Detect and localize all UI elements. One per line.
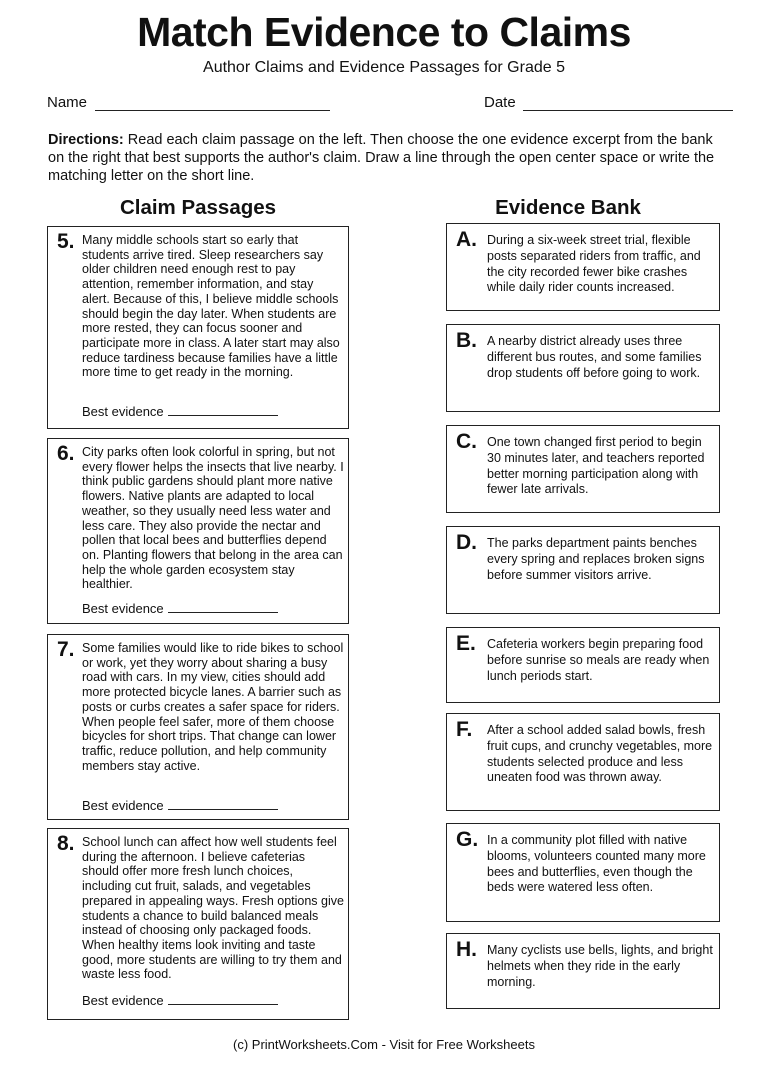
answer-line[interactable] (168, 993, 278, 1005)
evidence-letter: B. (456, 329, 477, 352)
evidence-box-d (446, 526, 720, 614)
claim-text: City parks often look colorful in spring, but not every flower helps the insects that live nearby. I think public gardens should plant more native flowers. Native plants are adapted to local weather, so they usually need less water and less care. They also provide the nectar and pollen that local bees and butterflies depend on. Planting flowers that belong in the area can help the whole garden ecosystem stay healthier. (82, 445, 344, 592)
claim-text: Many middle schools start so early that students arrive tired. Sleep researchers say older children need enough rest to pay attention, remember information, and stay alert. Because of this, I believe middle schools should begin the day later. When students are more rested, they can focus sooner and participate more in class. A later start may also reduce tardiness because families have a little more time to get ready in the morning. (82, 233, 340, 380)
claim-box-8 (47, 828, 349, 1020)
best-evidence-answer[interactable] (82, 601, 278, 617)
claim-box-6 (47, 438, 349, 624)
answer-line[interactable] (168, 601, 278, 613)
footer-credit: (c) PrintWorksheets.Com - Visit for Free Worksheets (233, 1037, 535, 1052)
name-line[interactable] (95, 110, 330, 111)
evidence-text: In a community plot filled with native blooms, volunteers counted many more bees and butterflies, even though the beds were watered less often. (487, 833, 706, 895)
evidence-box-b (446, 324, 720, 412)
answer-line[interactable] (168, 798, 278, 810)
evidence-text: The parks department paints benches every spring and replaces broken signs before summer visitors arrive. (487, 536, 705, 582)
worksheet-subtitle: Author Claims and Evidence Passages for Grade 5 (203, 59, 565, 76)
claim-text: Some families would like to ride bikes to school or work, yet they worry about sharing a busy road with cars. In my view, cities should add more protected bicycle lanes. A barrier such as posts or curbs creates a safer space for riders. When people feel safer, more of them choose bicycles for short trips. That change can lower traffic, reduce pollution, and help community members stay active. (82, 641, 344, 773)
evidence-box-e (446, 627, 720, 703)
claim-text: School lunch can affect how well students feel during the afternoon. I believe cafeterias should offer more fresh lunch choices, including cut fruit, salads, and vegetables prepared in appealing ways. Fresh options give students a chance to build balanced meals instead of choosing only packaged foods. When healthy items look inviting and taste good, more students are willing to try them and waste less food. (82, 835, 344, 982)
directions-lead: Directions: (48, 132, 124, 148)
evidence-letter: H. (456, 938, 477, 961)
best-evidence-answer[interactable] (82, 993, 278, 1009)
evidence-box-c (446, 425, 720, 513)
evidence-letter: G. (456, 828, 479, 851)
date-line[interactable] (523, 110, 733, 111)
name-label: Name (47, 94, 88, 111)
claim-number: 8. (57, 832, 75, 855)
claim-number: 6. (57, 442, 75, 465)
claim-box-5 (47, 226, 349, 429)
evidence-letter: D. (456, 531, 477, 554)
evidence-box-g (446, 823, 720, 922)
evidence-text: A nearby district already uses three different bus routes, and some families drop students off before going to work. (487, 334, 702, 380)
best-evidence-label: Best evidence (82, 798, 164, 813)
claim-number: 5. (57, 230, 75, 253)
evidence-letter: E. (456, 632, 476, 655)
best-evidence-label: Best evidence (82, 404, 164, 419)
evidence-box-a (446, 223, 720, 311)
answer-line[interactable] (168, 404, 278, 416)
evidence-box-h (446, 933, 720, 1009)
directions (48, 131, 728, 185)
evidence-text: One town changed first period to begin 30 minutes later, and teachers reported better morning participation along with fewer late arrivals. (487, 435, 705, 497)
evidence-letter: A. (456, 228, 477, 251)
worksheet-title: Match Evidence to Claims (137, 9, 631, 55)
evidence-letter: F. (456, 718, 473, 741)
evidence-bank-heading: Evidence Bank (495, 196, 641, 219)
evidence-text: After a school added salad bowls, fresh fruit cups, and crunchy vegetables, more students selected produce and less uneaten food was thrown away. (487, 723, 713, 785)
claim-number: 7. (57, 638, 75, 661)
evidence-box-f (446, 713, 720, 811)
date-label: Date (484, 94, 516, 111)
best-evidence-label: Best evidence (82, 993, 164, 1008)
claim-box-7 (47, 634, 349, 820)
evidence-text: Many cyclists use bells, lights, and bright helmets when they ride in the early morning. (487, 943, 713, 989)
best-evidence-label: Best evidence (82, 601, 164, 616)
best-evidence-answer[interactable] (82, 404, 278, 420)
evidence-text: Cafeteria workers begin preparing food before sunrise so meals are ready when lunch periods start. (487, 637, 710, 683)
claim-passages-heading: Claim Passages (119, 196, 277, 219)
best-evidence-answer[interactable] (82, 798, 278, 814)
directions-text: Read each claim passage on the left. Then choose the one evidence excerpt from the bank on the right that best supports the author's claim. Draw a line through the open center space or write the matching letter on the short line. (48, 132, 715, 184)
evidence-letter: C. (456, 430, 477, 453)
evidence-text: During a six-week street trial, flexible posts separated riders from traffic, and the city recorded fewer bike crashes while daily rider counts increased. (487, 233, 701, 295)
